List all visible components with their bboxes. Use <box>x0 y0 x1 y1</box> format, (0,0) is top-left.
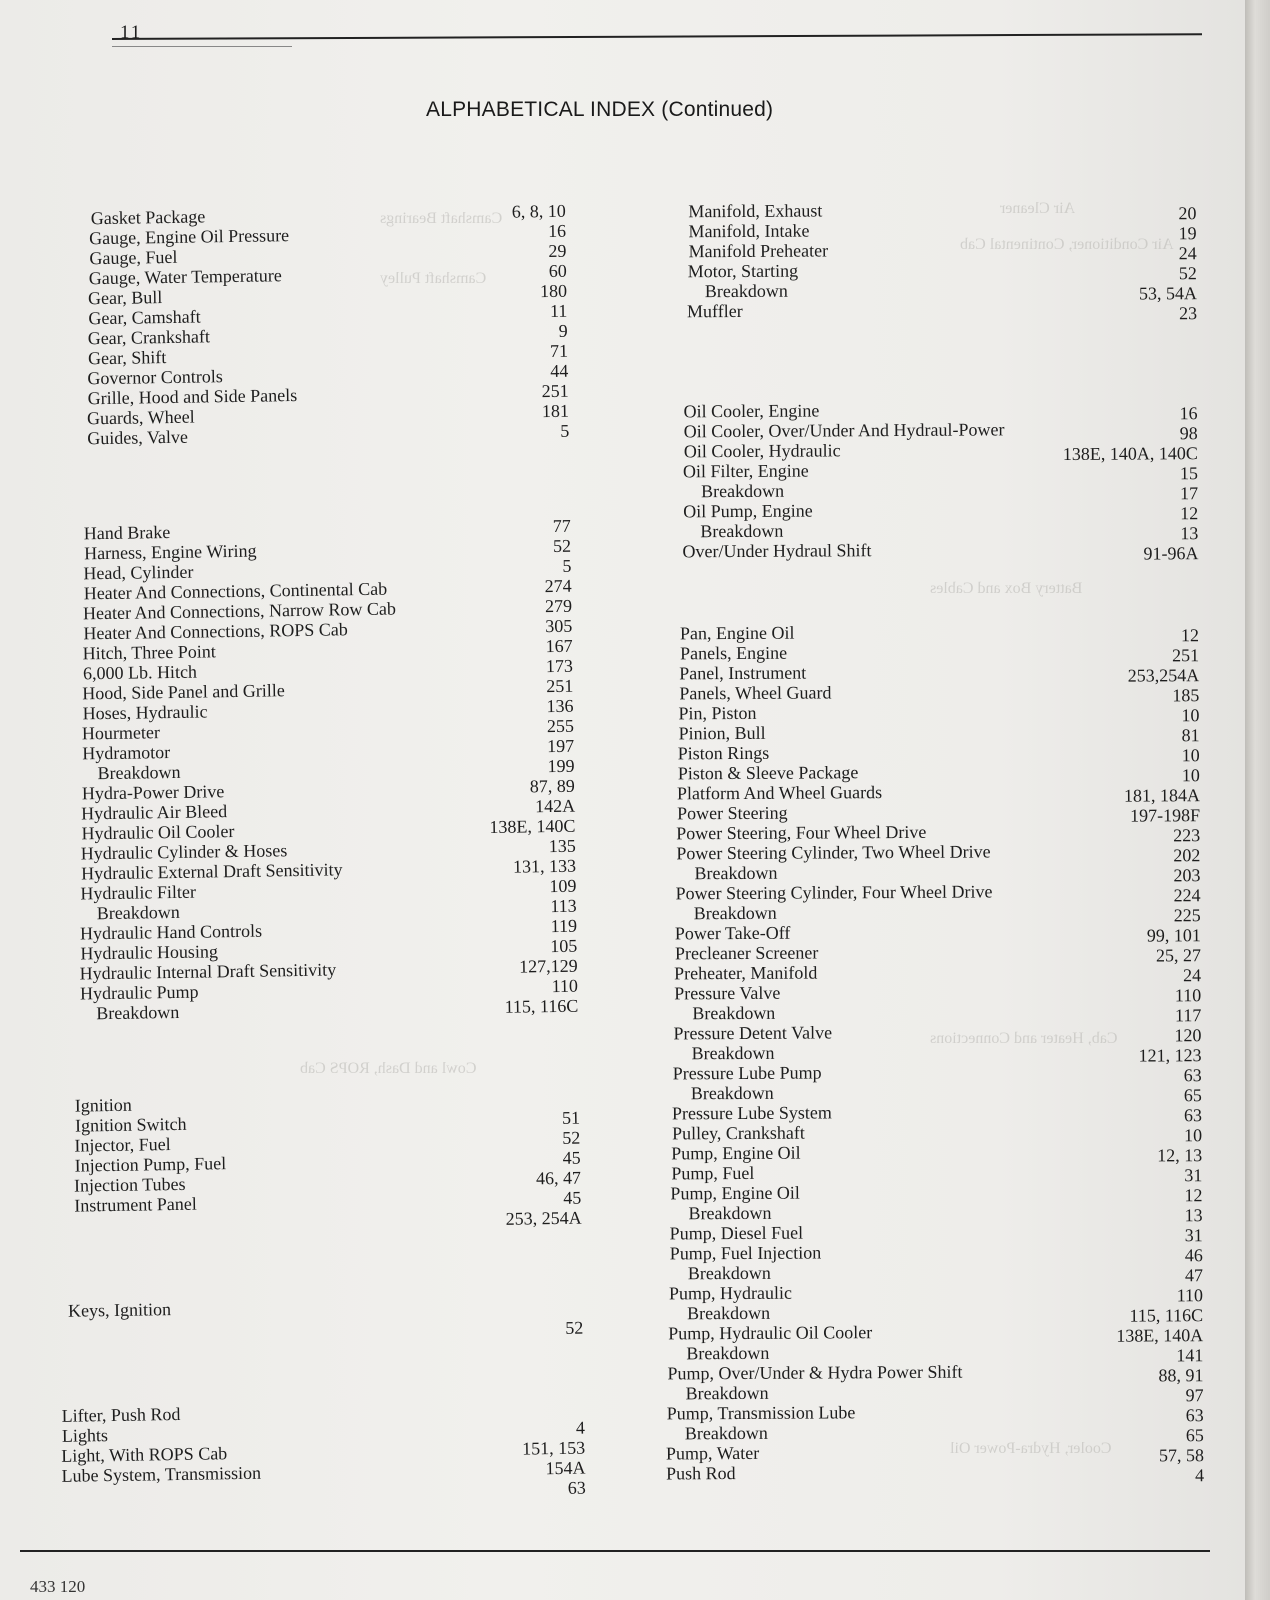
page-ref: 253, 254A <box>505 1207 582 1229</box>
index-entry: Ignition Switch <box>74 1113 187 1136</box>
index-entry: Power Steering <box>677 802 788 824</box>
index-entry: Breakdown <box>687 1262 771 1284</box>
page-ref: 115, 116C <box>1129 1305 1204 1326</box>
page-ref: 173 <box>545 655 574 677</box>
page-ref: 10 <box>1183 1125 1203 1146</box>
index-entry: Gauge, Engine Oil Pressure <box>88 225 290 249</box>
index-entry: Heater And Connections, Continental Cab <box>83 578 388 604</box>
page-ref: 63 <box>567 1477 586 1498</box>
page-ref: 31 <box>1184 1165 1203 1186</box>
page-ref: 138E, 140A, 140C <box>1062 443 1198 464</box>
page-ref: 121, 123 <box>1138 1045 1202 1066</box>
index-entry: Grille, Hood and Side Panels <box>87 384 298 409</box>
index-entry: Head, Cylinder <box>83 561 194 584</box>
index-entry: 6,000 Lb. Hitch <box>82 661 198 684</box>
page-ref: 225 <box>1173 905 1201 926</box>
page-ref: 97 <box>1185 1385 1204 1406</box>
index-entry: Gasket Package <box>90 206 206 229</box>
index-entry: Hourmeter <box>81 722 161 744</box>
index-entry: Breakdown <box>693 902 777 924</box>
index-entry: Hand Brake <box>83 522 171 544</box>
page-ref: 46, 47 <box>535 1167 582 1189</box>
index-entry: Hydraulic Cylinder & Hoses <box>80 840 288 864</box>
page-ref: 154A <box>545 1457 586 1479</box>
index-entry: Hoses, Hydraulic <box>82 701 208 724</box>
index-entry: Pump, Hydraulic <box>668 1282 793 1304</box>
index-entry: Pressure Detent Valve <box>673 1022 833 1044</box>
index-page: Air Cleaner Air Conditioner, Continental Cab Camshaft Bearings Camshaft Pulley Battery Box and Cables Cab, Heater and Connections Cowl and Dash, ROPS Cab Cooler, Hydra-Power Oil 11 ALPHABETICAL INDEX (Continued) Gasket Package Gauge, Engine Oil Pressure Gauge, Fuel Gauge, Water Temperature Gear, Bull Gear, Camshaft Gear, Crankshaft Gear, Shift Governor Controls Grille, Hood and Side Panels Guards, Wheel Guides, Valve Hand Brake Harness, Engine Wiring Head, Cylinder Heater And Connections, Continental Cab Heater And Connections, Narrow Row Cab Heater And Connections, ROPS Cab Hitch, Three Point 6,000 Lb. Hitch Hood, Side Panel and Grille Hoses, Hydraulic Hourmeter Hydramotor Breakdown Hydra-Power Drive Hydraulic Air Bleed Hydraulic Oil Cooler Hydraulic Cylinder & Hoses Hydraulic External Draft Sensitivity Hydraulic Filter Breakdown Hydraulic Hand Controls Hydraulic Housing Hydraulic Internal Draft Sensitivity Hydraulic Pump Breakdown Ignition Ignition Switch Injector, Fuel Injection Pump, Fuel Injection Tubes Instrument Panel Keys, Ignition Lifter, Push Rod Lights Light, With ROPS Cab Lube System, Transmission 6, 8, 10 16 29 60 180 11 9 71 44 251 181 5 77 52 5 274 279 305 167 173 251 136 255 197 199 87, 89 142A 138E, 140C 135 131, 133 109 113 119 105 127,129 110 115, 116C 51 52 45 46, 47 45 253, 254A 52 4 151, 153 154A 63 Manifold, Exhaust Manifold, Intake Manifold Preheater Motor, Starting Breakdown Muffler Oil Cooler, Engine Oil Cooler, Over/Under And Hydraul-Power Oil Cooler, Hydraulic Oil Filter, Engine Breakdown Oil Pump, Engine Breakdown Over/Under Hydraul Shift Pan, Engine Oil Panels, Engine Panel, Instrument Panels, Wheel Guard Pin, Piston Pinion, Bull Piston Rings Piston & Sleeve Package Platform And Wheel Guards Power Steering Power Steering, Four Wheel Drive Power Steering Cylinder, Two Wheel Drive Breakdown Power Steering Cylinder, Four Wheel Drive Breakdown Power Take-Off Precleaner Screener Preheater, Manifold Pressure Valve Breakdown Pressure Detent Valve Breakdown Pressure Lube Pump Breakdown Pressure Lube System Pulley, Crankshaft Pump, Engine Oil Pump, Fuel Pump, Engine Oil Breakdown Pump, Diesel Fuel Pump, Fuel Injection Breakdown Pump, Hydraulic Breakdown Pump, Hydraulic Oil Cooler Breakdown Pump, Over/Under & Hydra Power Shift Breakdown Pump, Transmission Lube Breakdown Pump, Water Push Rod 20 19 24 52 53, 54A 23 16 98 138E, 140A, 140C 15 17 12 13 91-96A 12 251 253,254A 185 10 81 10 10 181, 184A 197-198F 223 202 203 224 225 99, 101 25, 27 24 110 117 120 121, 123 63 65 63 10 12, 13 31 12 13 31 46 47 110 115, 116C 138E, 140A 141 88, 91 97 63 65 57, 58 4 433 120 <box>0 0 1245 1600</box>
index-entry: Hydraulic Pump <box>79 981 199 1004</box>
page-ref: 9 <box>558 320 568 341</box>
index-entry: Platform And Wheel Guards <box>676 782 883 804</box>
page-ref: 24 <box>1178 243 1197 264</box>
index-entry: Oil Cooler, Hydraulic <box>683 440 841 462</box>
page-ref: 16 <box>547 220 567 242</box>
page-ref: 19 <box>1178 223 1197 244</box>
page-ref: 135 <box>548 835 576 857</box>
page-ref: 60 <box>548 260 567 282</box>
index-entry: Gauge, Water Temperature <box>88 265 282 289</box>
index-entry: Panels, Wheel Guard <box>679 682 832 704</box>
page-ref: 131, 133 <box>512 855 577 877</box>
page-ref: 199 <box>547 755 575 777</box>
page-ref: 105 <box>550 935 578 957</box>
index-entry: Breakdown <box>694 862 778 884</box>
page-ref: 4 <box>575 1417 586 1438</box>
page-ref: 46 <box>1184 1245 1203 1266</box>
index-entry: Gauge, Fuel <box>89 246 178 269</box>
page-ref: 117 <box>1174 1005 1202 1026</box>
page-ref: 52 <box>562 1127 581 1148</box>
index-entry: Breakdown <box>687 1302 771 1324</box>
index-entry: Keys, Ignition <box>67 1299 172 1321</box>
index-entry: Hydraulic Filter <box>80 881 197 904</box>
index-entry: Motor, Starting <box>687 260 799 282</box>
page-ref: 10 <box>1181 705 1200 726</box>
index-entry: Hood, Side Panel and Grille <box>82 680 285 704</box>
page-ref: 181 <box>541 400 570 422</box>
page-ref: 167 <box>545 635 573 657</box>
page-ref: 180 <box>539 280 568 302</box>
header-rule <box>112 33 1202 40</box>
page-ref: 10 <box>1181 745 1200 766</box>
page-ref: 141 <box>1176 1345 1204 1366</box>
index-entry: Over/Under Hydraul Shift <box>682 540 872 562</box>
page-ref: 115, 116C <box>504 995 579 1017</box>
page-ref: 17 <box>1180 483 1199 504</box>
page-ref: 23 <box>1178 303 1198 324</box>
page-ref: 274 <box>544 575 572 597</box>
page-ref: 4 <box>1195 1465 1205 1486</box>
page-ref: 88, 91 <box>1158 1365 1204 1386</box>
page-ref: 279 <box>544 595 573 617</box>
index-entry: Manifold Preheater <box>688 240 829 262</box>
index-entry: Hydraulic Housing <box>80 941 219 964</box>
index-entry: Breakdown <box>96 1001 180 1024</box>
page-ref: 255 <box>546 715 575 737</box>
page-ref: 13 <box>1184 1205 1203 1226</box>
index-entry: Governor Controls <box>87 366 223 389</box>
index-entry: Breakdown <box>691 1042 775 1064</box>
index-entry: Breakdown <box>686 1342 770 1364</box>
index-entry: Lifter, Push Rod <box>61 1403 181 1426</box>
index-entry: Guides, Valve <box>87 426 189 449</box>
index-entry: Power Steering Cylinder, Four Wheel Drive <box>675 881 993 904</box>
index-entry: Breakdown <box>685 1382 769 1404</box>
page-ref: 87, 89 <box>529 775 575 797</box>
index-entry: Breakdown <box>97 761 181 784</box>
index-entry: Panel, Instrument <box>679 662 807 684</box>
page-ref: 65 <box>1185 1425 1204 1446</box>
page-ref: 5 <box>560 420 570 441</box>
page-ref: 5 <box>562 555 572 576</box>
page-ref: 44 <box>550 360 569 382</box>
page-ref: 77 <box>552 515 571 536</box>
index-entry: Panels, Engine <box>680 642 788 664</box>
page-ref: 197-198F <box>1130 805 1201 826</box>
page-ref: 12 <box>1180 503 1199 524</box>
page-edge <box>1245 0 1270 1600</box>
index-entry: Pump, Fuel <box>671 1162 755 1184</box>
index-entry: Heater And Connections, ROPS Cab <box>83 619 348 644</box>
index-entry: Injection Tubes <box>73 1173 186 1196</box>
page-ref: 127,129 <box>518 955 578 977</box>
index-entry: Lube System, Transmission <box>61 1462 262 1486</box>
page-ref: 251 <box>546 675 574 697</box>
index-entry: Oil Filter, Engine <box>682 460 809 482</box>
index-entry: Hydraulic Hand Controls <box>79 920 263 944</box>
index-entry: Gear, Shift <box>87 347 167 369</box>
page-ref: 51 <box>561 1107 581 1128</box>
page-ref: 52 <box>565 1317 584 1338</box>
page-ref: 119 <box>550 915 578 937</box>
index-entry: Hydramotor <box>82 742 171 764</box>
page-ref: 151, 153 <box>522 1437 586 1459</box>
page-ref: 29 <box>548 240 567 262</box>
index-entry: Manifold, Intake <box>688 220 810 242</box>
page-ref: 136 <box>546 695 574 717</box>
page-ref: 25, 27 <box>1155 945 1202 966</box>
page-ref: 251 <box>541 380 569 402</box>
index-entry: Breakdown <box>704 280 788 302</box>
page-ref: 52 <box>1178 263 1197 284</box>
page-title: ALPHABETICAL INDEX (Continued) <box>426 98 774 121</box>
index-entry: Push Rod <box>666 1463 736 1484</box>
index-entry: Breakdown <box>688 1202 772 1224</box>
index-entry: Injection Pump, Fuel <box>74 1153 227 1176</box>
index-entry: Pump, Engine Oil <box>670 1182 800 1204</box>
index-entry: Breakdown <box>701 480 785 502</box>
page-ref: 47 <box>1184 1265 1203 1286</box>
index-entry: Light, With ROPS Cab <box>61 1443 228 1466</box>
index-entry: Hydraulic Air Bleed <box>81 801 228 824</box>
page-ref: 45 <box>562 1147 581 1168</box>
index-entry: Injector, Fuel <box>74 1134 171 1156</box>
page-ref: 71 <box>549 340 569 362</box>
index-entry: Ignition <box>74 1094 132 1116</box>
index-entry: Power Steering Cylinder, Two Wheel Drive <box>676 841 991 864</box>
index-entry: Oil Pump, Engine <box>683 500 813 522</box>
page-ref: 305 <box>545 615 573 637</box>
index-entry: Power Steering, Four Wheel Drive <box>676 821 927 844</box>
page-ref: 110 <box>1174 985 1202 1006</box>
index-entry: Oil Cooler, Engine <box>683 400 820 422</box>
page-ref: 181, 184A <box>1123 785 1201 806</box>
page-ref: 52 <box>552 535 572 556</box>
index-entry: Hydraulic Oil Cooler <box>81 821 235 844</box>
index-entry: Pressure Lube Pump <box>672 1062 822 1084</box>
index-entry: Pin, Piston <box>678 702 757 724</box>
page-ref: 63 <box>1183 1065 1202 1086</box>
index-entry: Guards, Wheel <box>86 406 195 429</box>
page-ref: 224 <box>1173 885 1201 906</box>
page-ref: 91-96A <box>1143 543 1199 564</box>
index-entry: Pump, Transmission Lube <box>666 1402 856 1424</box>
page-ref: 110 <box>551 975 579 997</box>
page-ref: 45 <box>563 1187 582 1208</box>
page-ref: 203 <box>1173 865 1201 886</box>
page-ref: 202 <box>1173 845 1201 866</box>
index-entry: Manifold, Exhaust <box>688 200 823 222</box>
index-entry: Power Take-Off <box>674 922 791 944</box>
page-ref: 223 <box>1173 825 1201 846</box>
index-entry: Instrument Panel <box>74 1193 197 1216</box>
page-ref: 24 <box>1183 965 1202 986</box>
page-ref: 253,254A <box>1127 665 1200 686</box>
index-entry: Preheater, Manifold <box>673 962 818 984</box>
page-ref: 31 <box>1184 1225 1203 1246</box>
page-ref: 6, 8, 10 <box>511 200 566 222</box>
index-entry: Muffler <box>686 300 743 322</box>
index-entry: Lights <box>61 1425 109 1446</box>
page-ref: 20 <box>1178 203 1197 224</box>
page-ref: 251 <box>1172 645 1200 666</box>
footer-rule <box>20 1550 1210 1552</box>
page-ref: 12 <box>1180 625 1200 646</box>
index-entry: Pinion, Bull <box>678 722 766 744</box>
page-ref: 120 <box>1174 1025 1202 1046</box>
index-entry: Heater And Connections, Narrow Row Cab <box>82 598 397 624</box>
index-entry: Pump, Over/Under & Hydra Power Shift <box>667 1361 963 1384</box>
page-ref: 15 <box>1179 463 1199 484</box>
page-ref: 13 <box>1180 523 1199 544</box>
page-ref: 81 <box>1181 725 1200 746</box>
index-entry: Precleaner Screener <box>674 942 819 964</box>
index-entry: Pump, Water <box>665 1442 760 1464</box>
index-entry: Pump, Diesel Fuel <box>669 1222 804 1244</box>
page-ref: 185 <box>1172 685 1200 706</box>
page-ref: 110 <box>1176 1285 1204 1306</box>
index-entry: Hydra-Power Drive <box>81 781 225 804</box>
page-ref: 63 <box>1183 1105 1202 1126</box>
index-entry: Hydraulic External Draft Sensitivity <box>80 859 343 884</box>
page-ref: 11 <box>549 300 568 322</box>
page-ref: 138E, 140C <box>489 815 576 838</box>
page-ref: 99, 101 <box>1146 925 1201 946</box>
index-entry: Hydraulic Internal Draft Sensitivity <box>79 959 337 984</box>
index-entry: Pump, Engine Oil <box>671 1142 801 1164</box>
page-ref: 98 <box>1179 423 1198 444</box>
index-entry: Breakdown <box>684 1422 768 1444</box>
index-entry: Hitch, Three Point <box>82 641 216 664</box>
page-ref: 65 <box>1183 1085 1202 1106</box>
page-ref: 10 <box>1181 765 1200 786</box>
page-ref: 113 <box>550 895 577 917</box>
index-entry: Pressure Lube System <box>671 1102 832 1124</box>
index-entry: Oil Cooler, Over/Under And Hydraul-Power <box>683 419 1005 442</box>
index-entry: Breakdown <box>96 901 180 924</box>
page-ref: 16 <box>1179 403 1198 424</box>
page-ref: 57, 58 <box>1158 1445 1205 1466</box>
index-entry: Harness, Engine Wiring <box>83 540 257 564</box>
index-entry: Breakdown <box>692 1002 776 1024</box>
page-ref: 12, 13 <box>1157 1145 1203 1166</box>
index-entry: Breakdown <box>700 520 784 542</box>
page-ref: 109 <box>549 875 577 897</box>
index-entry: Pump, Fuel Injection <box>669 1242 822 1264</box>
page-ref: 142A <box>534 795 576 817</box>
header-rule-secondary <box>112 46 292 47</box>
index-entry: Pressure Valve <box>674 982 781 1004</box>
index-entry: Gear, Bull <box>87 287 163 309</box>
index-entry: Pump, Hydraulic Oil Cooler <box>668 1322 873 1344</box>
document-code: 433 120 <box>30 1577 86 1596</box>
index-entry: Gear, Camshaft <box>88 306 201 329</box>
index-entry: Piston & Sleeve Package <box>677 762 859 784</box>
index-entry: Pan, Engine Oil <box>679 622 795 644</box>
page-ref: 53, 54A <box>1138 283 1197 304</box>
page-ref: 12 <box>1184 1185 1203 1206</box>
page-ref: 197 <box>547 735 575 757</box>
index-entry: Breakdown <box>690 1082 774 1104</box>
index-entry: Gear, Crankshaft <box>87 326 211 349</box>
page-number: 11 <box>120 22 143 43</box>
page-ref: 138E, 140A <box>1116 1325 1204 1346</box>
index-entry: Pulley, Crankshaft <box>671 1122 805 1144</box>
index-entry: Piston Rings <box>677 742 770 764</box>
page-ref: 63 <box>1185 1405 1204 1426</box>
